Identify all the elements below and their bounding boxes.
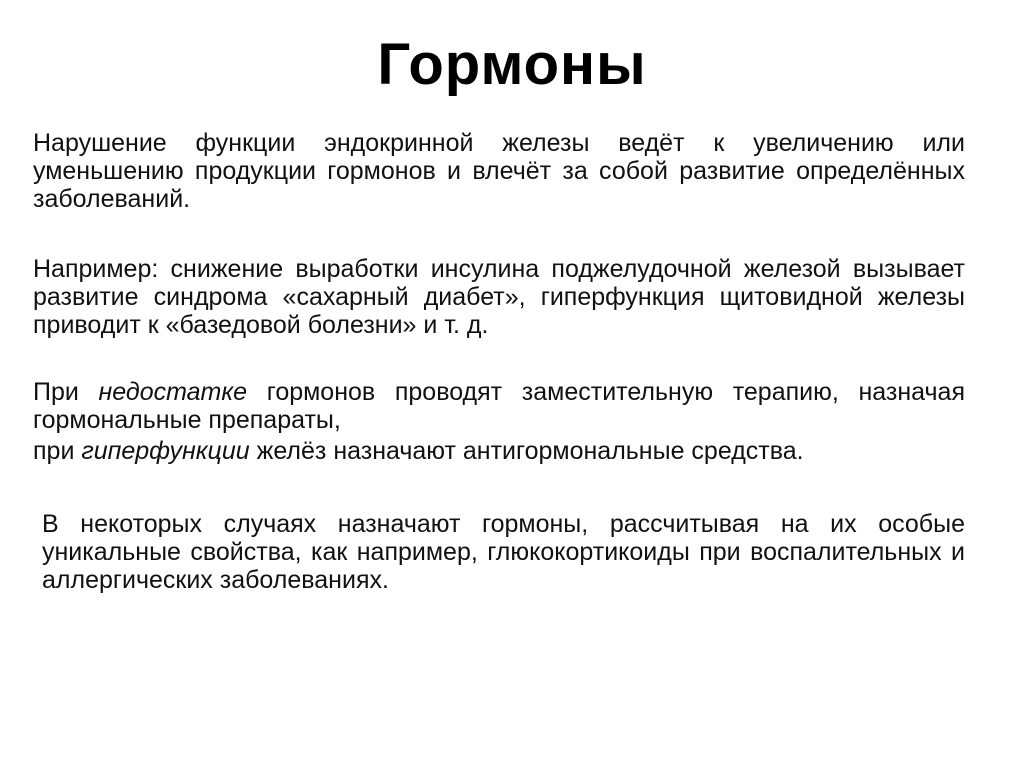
slide-body (33, 129, 965, 594)
emphasis-text: недостатке (98, 378, 248, 406)
paragraph-endocrine-dysfunction: Нарушение функции эндокринной железы ведёт к увеличению или уменьшению продукции гормонов и влечёт за собой развитие определённых заболеваний. (33, 129, 965, 213)
paragraph-text: желёз назначают антигормональные средства. (249, 437, 804, 465)
paragraph-text: гормонов проводят заместительную терапию, назначая гормональные препараты, (33, 378, 965, 434)
emphasis-text: гиперфункции (81, 437, 250, 465)
paragraph-examples: Например: снижение выработки инсулина поджелудочной железой вызывает развитие синдрома «сахарный диабет», гиперфункция щитовидной железы приводит к «базедовой болезни» и т. д. (33, 255, 965, 339)
paragraph-text: при (33, 437, 82, 465)
paragraph-antihormonal (33, 437, 965, 465)
paragraph-special-properties: В некоторых случаях назначают гормоны, рассчитывая на их особые уникальные свойства, как например, глюкокортикоиды при воспалительных и аллергических заболеваниях. (42, 510, 965, 594)
slide-title: Гормоны (377, 32, 647, 97)
paragraph-text: При (33, 378, 99, 406)
paragraph-replacement-therapy (33, 378, 965, 434)
